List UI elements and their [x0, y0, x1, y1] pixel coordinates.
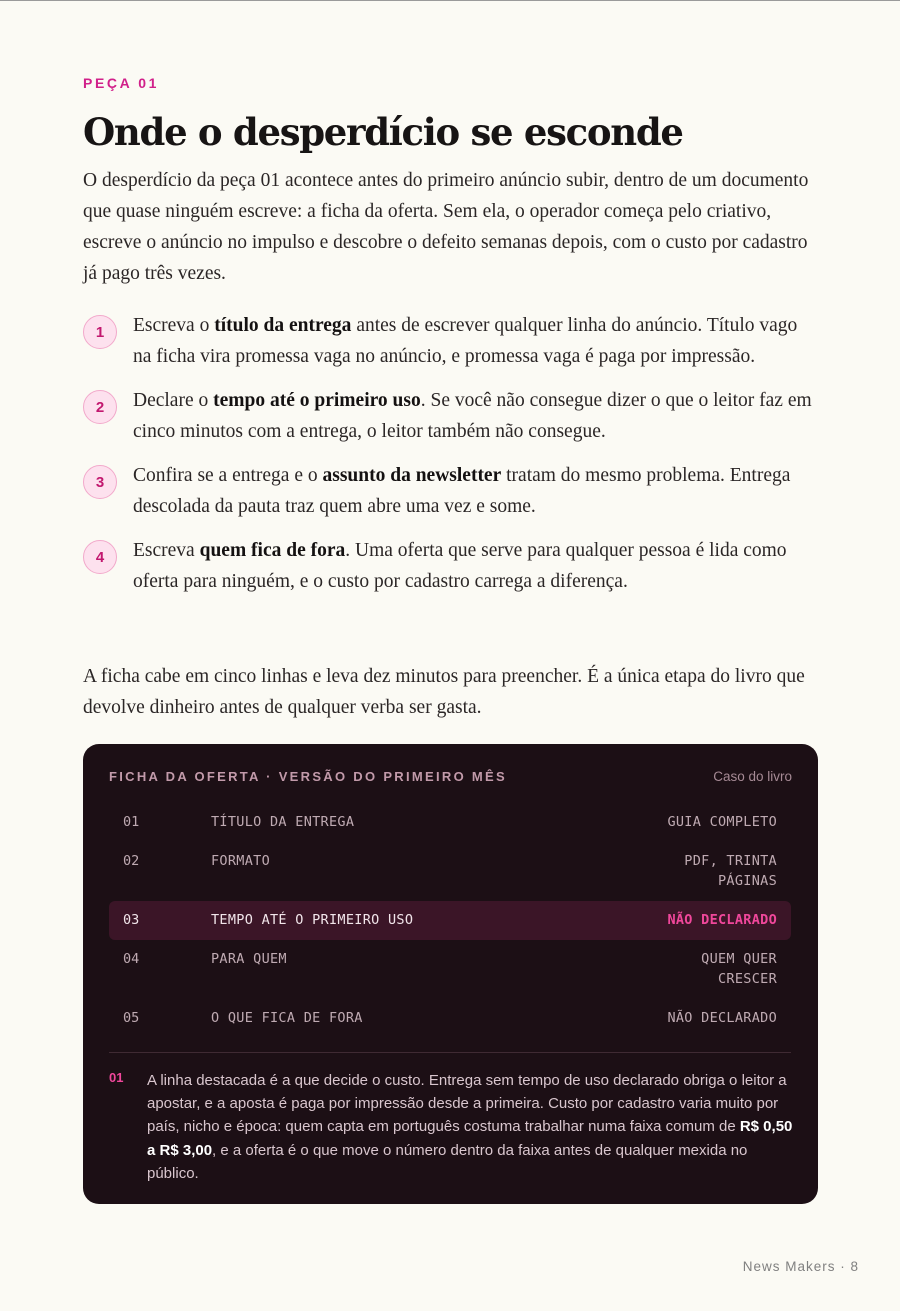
row-value: GUIA COMPLETO: [667, 814, 777, 830]
step-text-bold: tempo até o primeiro uso: [213, 390, 421, 411]
card-source-label: Caso do livro: [713, 769, 792, 784]
step-number-badge: 4: [83, 540, 117, 574]
steps-list: [83, 310, 818, 610]
footnote-number: 01: [109, 1070, 124, 1085]
card-title: FICHA DA OFERTA · VERSÃO DO PRIMEIRO MÊS: [109, 769, 507, 784]
step-number-badge: 2: [83, 390, 117, 424]
step-text-after: . Se você não consegue dizer o que o leitor faz em cinco minutos com a entrega, o leitor também não consegue.: [133, 390, 812, 442]
list-item: [83, 385, 818, 447]
section-kicker: PEÇA 01: [83, 75, 160, 91]
row-value: QUEM QUER CRESCER: [701, 951, 777, 987]
row-number: 02: [123, 853, 140, 869]
table-row-highlighted: [109, 901, 791, 940]
row-value: PDF, TRINTA PÁGINAS: [684, 853, 777, 889]
row-label: O QUE FICA DE FORA: [211, 1010, 363, 1026]
row-value: NÃO DECLARADO: [667, 1010, 777, 1026]
step-text-after: tratam do mesmo problema. Entrega descolada da pauta traz quem abre uma vez e some.: [133, 465, 791, 517]
step-number-badge: 1: [83, 315, 117, 349]
step-text-before: Escreva o: [133, 315, 215, 336]
footnote-text-bold: R$ 0,50 a R$ 3,00: [147, 1118, 793, 1159]
footnote-text-after: , e a oferta é o que move o número dentro da faixa antes de qualquer mexida no público.: [147, 1141, 748, 1182]
step-text-before: Declare o: [133, 390, 214, 411]
offer-sheet-card: [83, 744, 818, 1204]
row-number: 05: [123, 1010, 140, 1026]
row-value-warning: NÃO DECLARADO: [667, 912, 777, 928]
step-text-before: Escreva: [133, 540, 200, 561]
list-item: [83, 535, 818, 597]
row-number: 04: [123, 951, 140, 967]
row-label: TÍTULO DA ENTREGA: [211, 814, 355, 830]
step-text-before: Confira se a entrega e o: [133, 465, 323, 486]
card-header: [109, 769, 792, 787]
card-divider: [109, 1052, 791, 1053]
row-number: 01: [123, 814, 140, 830]
row-label: FORMATO: [211, 853, 270, 869]
step-number-badge: 3: [83, 465, 117, 499]
list-item: [83, 310, 818, 372]
step-text-bold: título da entrega: [214, 315, 352, 336]
step-text-after: antes de escrever qualquer linha do anúncio. Título vago na ficha vira promessa vaga no anúncio, e promessa vaga é paga por impressão.: [133, 315, 798, 367]
step-text-after: . Uma oferta que serve para qualquer pessoa é lida como oferta para ninguém, e o custo por cadastro carrega a diferença.: [133, 540, 787, 592]
page-footer: News Makers · 8: [742, 1259, 859, 1274]
intro-paragraph: O desperdício da peça 01 acontece antes do primeiro anúncio subir, dentro de um documento que quase ninguém escreve: a ficha da oferta. Sem ela, o operador começa pelo criativo, escreve o anúncio no impulso e descobre o defeito semanas depois, com o custo por cadastro já pago três vezes.: [83, 170, 809, 284]
row-label: PARA QUEM: [211, 951, 287, 967]
list-item: [83, 460, 818, 522]
row-number: 03: [123, 912, 140, 928]
step-text-bold: quem fica de fora: [199, 540, 346, 561]
step-text-bold: assunto da newsletter: [322, 465, 502, 486]
page-title: Onde o desperdício se esconde: [83, 110, 683, 154]
footnote-text: [147, 1069, 797, 1185]
footnote-text-before: A linha destacada é a que decide o custo. Entrega sem tempo de uso declarado obriga o leitor a apostar, e a aposta é paga por impressão desde a primeira. Custo por cadastro varia muito por país, nicho e época: quem capta em português costuma trabalhar numa faixa comum de: [147, 1072, 787, 1136]
closing-paragraph: A ficha cabe em cinco linhas e leva dez minutos para preencher. É a única etapa do livro que devolve dinheiro antes de qualquer verba ser gasta.: [83, 666, 805, 718]
row-label: TEMPO ATÉ O PRIMEIRO USO: [211, 912, 414, 928]
